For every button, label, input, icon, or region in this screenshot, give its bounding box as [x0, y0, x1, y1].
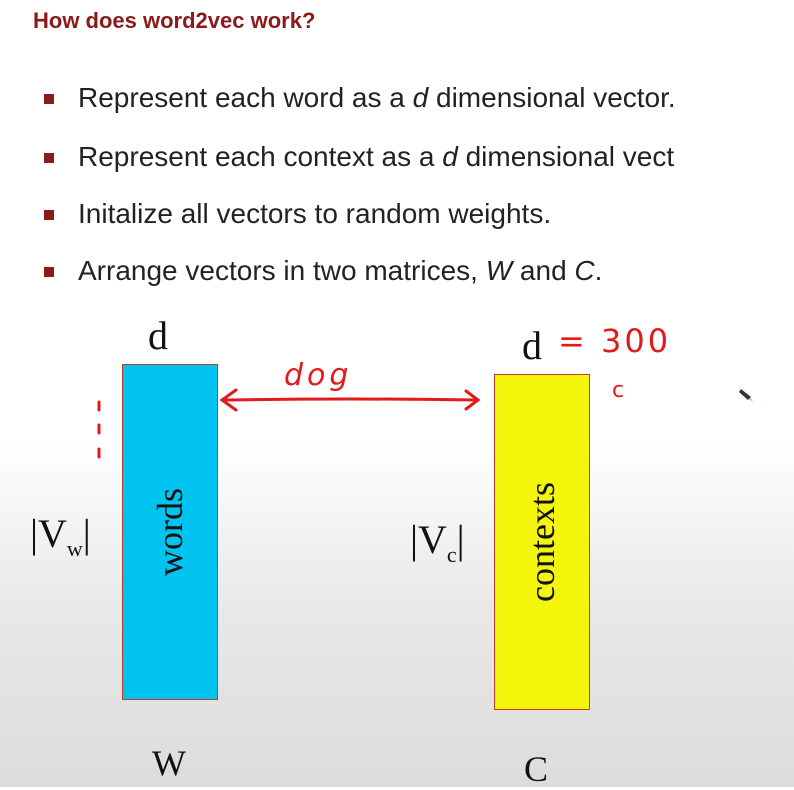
bullet-var: W [485, 255, 513, 286]
bullet-text: Initalize all vectors to random weights. [78, 198, 552, 229]
bullet-text: and [512, 255, 575, 286]
handwritten-dim-value: = 300 [558, 322, 672, 360]
contexts-vocab-size-label: $|V_c|$ [410, 517, 465, 567]
bullet-text: dimensional vector. [428, 82, 676, 113]
handwritten-c-mark: c [612, 378, 625, 403]
bullet-var: d [442, 141, 458, 172]
words-matrix-name: W [152, 743, 186, 783]
bullet-text: Represent each context as a [78, 141, 443, 172]
words-vocab-size-label: $|V_w|$ [30, 511, 91, 561]
pen-cursor-icon [739, 389, 753, 402]
words-dim-label: d [148, 313, 168, 358]
bullet-text: . [594, 255, 603, 286]
bullet-var: d [412, 82, 429, 113]
contexts-matrix-label: contexts [522, 482, 562, 602]
contexts-dim-label: d [522, 323, 542, 368]
bullet-text: dimensional vect [457, 141, 675, 172]
bullet-text: Represent each word as a [78, 82, 413, 113]
slide-title: How does word2vec work? [33, 8, 316, 33]
words-matrix-label: words [150, 488, 190, 576]
bullet-text: Arrange vectors in two matrices, [78, 255, 486, 286]
handwritten-arrow-label: dog [284, 358, 353, 393]
bullet-var: C [574, 255, 595, 286]
contexts-matrix-name: C [524, 749, 549, 789]
double-arrow-icon [222, 390, 478, 410]
